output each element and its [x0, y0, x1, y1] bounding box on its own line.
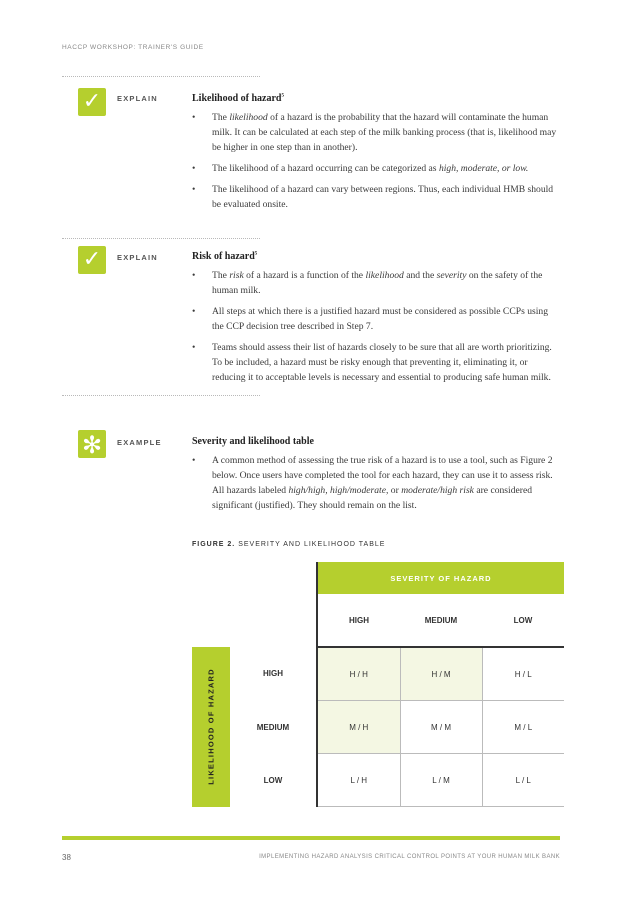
check-icon: ✓	[78, 246, 106, 274]
table-cell: H / L	[482, 647, 564, 701]
table-cell: L / M	[400, 754, 482, 807]
running-header: HACCP WORKSHOP: TRAINER'S GUIDE	[62, 44, 204, 51]
row-header: MEDIUM	[230, 701, 317, 754]
section-tag: EXPLAIN	[117, 94, 158, 103]
column-header: LOW	[482, 594, 564, 647]
list-item: • The likelihood of a hazard can vary between regions. Thus, each individual HMB should be evaluated onsite.	[192, 182, 562, 212]
section-divider	[62, 395, 260, 396]
bullet-list	[192, 453, 562, 519]
footer-rule	[62, 836, 560, 840]
section-tag: EXPLAIN	[117, 253, 158, 262]
list-item: • The likelihood of a hazard is the probability that the hazard will contaminate the human milk. It can be calculated at each step of the milk banking process (that is, likelihood may be higher in one step than in another).	[192, 110, 562, 155]
table-cell: L / H	[317, 754, 400, 807]
page-number: 38	[62, 853, 71, 862]
table-cell: L / L	[482, 754, 564, 807]
bullet-list	[192, 110, 562, 218]
table-cell: M / M	[400, 701, 482, 754]
section-divider	[62, 238, 260, 239]
column-header: HIGH	[317, 594, 400, 647]
row-header: LOW	[230, 754, 317, 807]
section-tag: EXAMPLE	[117, 438, 162, 447]
check-icon: ✓	[78, 88, 106, 116]
table-cell: M / L	[482, 701, 564, 754]
table-cell: M / H	[317, 701, 400, 754]
bullet-list	[192, 268, 562, 391]
section-divider	[62, 76, 260, 77]
list-item: • All steps at which there is a justified hazard must be considered as possible CCPs using the CCP decision tree described in Step 7.	[192, 304, 562, 334]
running-footer: IMPLEMENTING HAZARD ANALYSIS CRITICAL CONTROL POINTS AT YOUR HUMAN MILK BANK	[259, 854, 560, 860]
figure-caption: FIGURE 2. SEVERITY AND LIKELIHOOD TABLE	[192, 541, 386, 548]
row-header: HIGH	[230, 647, 317, 701]
section-title: Severity and likelihood table	[192, 436, 314, 447]
likelihood-header: LIKELIHOOD OF HAZARD	[192, 647, 230, 807]
list-item: • The risk of a hazard is a function of the likelihood and the severity on the safety of the human milk.	[192, 268, 562, 298]
section-title: Likelihood of hazard$^5$	[192, 93, 284, 104]
list-item: • A common method of assessing the true risk of a hazard is to use a tool, such as Figure 2 below. Once users have completed the tool for each hazard, they can use it to assess risk. All hazards labeled high/high, high/moderate, or moderate/high risk are considered significant (justified). They should remain on the list.	[192, 453, 562, 513]
severity-header: SEVERITY OF HAZARD	[317, 562, 564, 594]
asterisk-icon: ✻	[78, 430, 106, 458]
list-item: • Teams should assess their list of hazards closely to be sure that all are worth prioritizing. To be included, a hazard must be risky enough that preventing it, eliminating it, or reducing it to acceptable levels is necessary and essential to producing safe human milk.	[192, 340, 562, 385]
column-header: MEDIUM	[400, 594, 482, 647]
section-title: Risk of hazard$^5$	[192, 251, 258, 262]
table-cell: H / H	[317, 647, 400, 701]
list-item: • The likelihood of a hazard occurring can be categorized as high, moderate, or low.	[192, 161, 562, 176]
severity-likelihood-table	[192, 562, 564, 807]
table-cell: H / M	[400, 647, 482, 701]
